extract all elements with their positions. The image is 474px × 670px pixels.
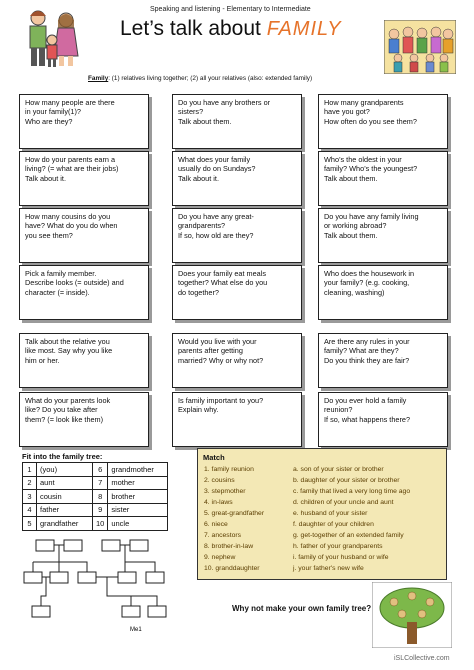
match-item: e. husband of your sister	[293, 510, 368, 517]
question-card	[172, 94, 302, 149]
question-line: Do you have any great-	[178, 212, 254, 221]
question-line: Talk about them.	[324, 173, 378, 183]
question-line: Are there any rules in your	[324, 337, 410, 346]
title-accent: FAMILY	[266, 18, 342, 40]
question-line: What does your family	[178, 155, 251, 164]
question-line: Do you think they are fair?	[324, 355, 410, 365]
match-item: 2. cousins	[204, 477, 235, 484]
question-line: married? Why or why not?	[178, 355, 264, 365]
question-line: What do your parents look	[25, 396, 111, 405]
table-cell: sister	[108, 503, 168, 517]
question-card	[172, 151, 302, 206]
question-line: them? (= look like them)	[25, 414, 104, 424]
match-item: c. family that lived a very long time ago	[293, 488, 411, 495]
question-line: Does your family eat meals	[178, 269, 267, 278]
match-item: j. your father's new wife	[293, 565, 364, 572]
table-cell: brother	[108, 490, 168, 504]
table-cell: 7	[93, 476, 108, 490]
match-box	[197, 448, 447, 580]
question-line: in your family(1)?	[25, 107, 81, 117]
question-card	[172, 208, 302, 263]
match-item: 7. ancestors	[204, 532, 242, 539]
table-cell: 3	[23, 490, 37, 504]
fit-title: Fit into the family tree:	[22, 452, 103, 461]
table-cell: grandmother	[108, 463, 168, 477]
match-item: g. get-together of an extended family	[293, 532, 404, 539]
question-line: Do you have any brothers or	[178, 98, 271, 107]
question-card	[318, 151, 448, 206]
credit: iSLCollective.com	[394, 655, 450, 662]
question-line: Pick a family member.	[25, 269, 97, 278]
question-line: How often do you see them?	[324, 116, 417, 126]
question-card	[318, 94, 448, 149]
definition-label: Family	[88, 75, 109, 82]
table-cell: 9	[93, 503, 108, 517]
match-item: 10. granddaughter	[204, 565, 260, 572]
table-cell: 4	[23, 503, 37, 517]
question-line: Talk about it.	[178, 173, 219, 183]
question-line: have? What do you do when	[25, 221, 118, 231]
table-cell: 6	[93, 463, 108, 477]
question-line: your family? (e.g. cooking,	[324, 278, 410, 288]
match-right-column	[293, 464, 410, 574]
question-line: Do you ever hold a family	[324, 396, 407, 405]
page-title	[120, 17, 342, 41]
question-line: Do you have any family living	[324, 212, 419, 221]
definition-text: : (1) relatives living together; (2) all your relatives (also: extended family)	[108, 75, 313, 82]
table-cell: mother	[108, 476, 168, 490]
question-line: parents after getting	[178, 346, 243, 356]
fit-table	[22, 462, 168, 531]
table-cell: aunt	[37, 476, 93, 490]
question-card	[318, 265, 448, 320]
table-cell: 1	[23, 463, 37, 477]
question-line: Talk about the relative you	[25, 337, 110, 346]
match-item: d. children of your uncle and aunt	[293, 499, 394, 506]
question-card	[318, 392, 448, 447]
question-line: Is family important to you?	[178, 396, 264, 405]
table-cell: father	[37, 503, 93, 517]
question-line: you see them?	[25, 230, 73, 240]
table-row	[23, 503, 168, 517]
match-item: 8. brother-in-law	[204, 543, 254, 550]
match-item: i. family of your husband or wife	[293, 554, 389, 561]
question-line: If so, what happens there?	[324, 414, 410, 424]
question-line: living? (= what are their jobs)	[25, 164, 119, 174]
me-label: Me1	[130, 627, 142, 633]
question-line: like? Do you take after	[25, 405, 98, 415]
question-line: character (= inside).	[25, 287, 90, 297]
table-row	[23, 476, 168, 490]
why-prompt: Why not make your own family tree?	[232, 604, 372, 613]
question-line: How many cousins do you	[25, 212, 111, 221]
table-cell: cousin	[37, 490, 93, 504]
match-item: a. son of your sister or brother	[293, 466, 384, 473]
question-card	[172, 265, 302, 320]
question-line: Talk about it.	[25, 173, 66, 183]
question-card	[172, 392, 302, 447]
question-line: Who does the housework in	[324, 269, 415, 278]
question-line: Describe looks (= outside) and	[25, 278, 124, 288]
question-card	[19, 208, 149, 263]
match-item: 6. niece	[204, 521, 228, 528]
table-cell: uncle	[108, 517, 168, 531]
table-cell: 2	[23, 476, 37, 490]
match-title: Match	[203, 453, 225, 462]
question-line: Who’s the oldest in your	[324, 155, 402, 164]
subtitle: Speaking and listening - Elementary to Intermediate	[150, 6, 311, 13]
match-item: 4. in-laws	[204, 499, 233, 506]
match-item: b. daughter of your sister or brother	[293, 477, 400, 484]
question-line: like most. Say why you like	[25, 346, 113, 356]
table-cell: grandfather	[37, 517, 93, 531]
table-cell: 8	[93, 490, 108, 504]
family-tree-diagram	[22, 534, 182, 636]
question-line: How many people are there	[25, 98, 115, 107]
question-line: grandparents?	[178, 221, 226, 231]
match-item: f. daughter of your children	[293, 521, 374, 528]
question-card	[19, 94, 149, 149]
question-line: If so, how old are they?	[178, 230, 254, 240]
question-line: sisters?	[178, 107, 204, 117]
question-line: family? Who’s the youngest?	[324, 164, 418, 174]
question-card	[19, 392, 149, 447]
table-cell: 10	[93, 517, 108, 531]
question-line: cleaning, washing)	[324, 287, 385, 297]
question-card	[318, 333, 448, 388]
match-left-column	[204, 464, 264, 574]
question-line: do together?	[178, 287, 219, 297]
question-card	[19, 265, 149, 320]
match-item: 5. great-grandfather	[204, 510, 265, 517]
question-line: Who are they?	[25, 116, 73, 126]
question-line: have you got?	[324, 107, 370, 117]
question-line: Talk about them.	[178, 116, 232, 126]
match-item: 3. stepmother	[204, 488, 246, 495]
question-line: usually do on Sundays?	[178, 164, 256, 174]
question-line: him or her.	[25, 355, 60, 365]
title-main: Let’s talk about	[120, 17, 267, 40]
match-item: h. father of your grandparents	[293, 543, 383, 550]
tree-illustration	[372, 582, 452, 648]
table-row	[23, 490, 168, 504]
question-line: or working abroad?	[324, 221, 387, 231]
family-definition	[88, 75, 312, 82]
question-card	[19, 333, 149, 388]
table-cell: 5	[23, 517, 37, 531]
question-line: Talk about them.	[324, 230, 378, 240]
family-illustration	[18, 6, 88, 70]
question-line: How do your parents earn a	[25, 155, 116, 164]
question-card	[318, 208, 448, 263]
question-line: together? What else do you	[178, 278, 268, 288]
table-row	[23, 463, 168, 477]
question-card	[19, 151, 149, 206]
question-line: How many grandparents	[324, 98, 404, 107]
family-photo-illustration	[384, 20, 456, 74]
question-card	[172, 333, 302, 388]
question-line: reunion?	[324, 405, 353, 415]
question-line: family? What are they?	[324, 346, 399, 356]
match-item: 1. family reunion	[204, 466, 254, 473]
table-cell: (you)	[37, 463, 93, 477]
question-line: Explain why.	[178, 405, 219, 415]
table-row	[23, 517, 168, 531]
match-item: 9. nephew	[204, 554, 236, 561]
question-line: Would you live with your	[178, 337, 257, 346]
